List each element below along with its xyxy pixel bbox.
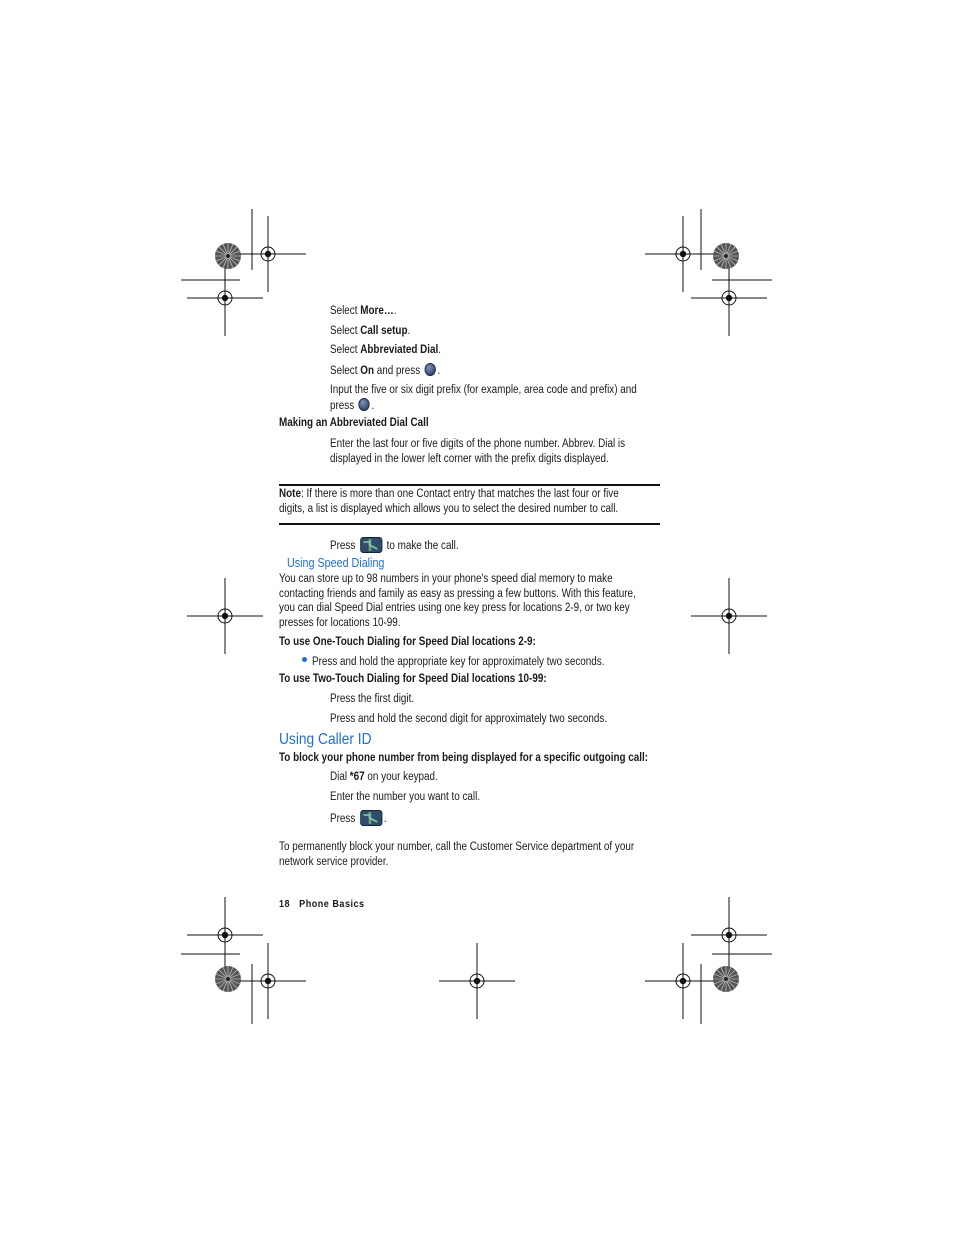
step-select-more: Select More…. bbox=[330, 305, 397, 317]
page-number: 18 bbox=[279, 898, 291, 910]
abbrev-dial-text-2: displayed in the lower left corner with the prefix digits displayed. bbox=[330, 453, 609, 465]
two-touch-step-1: Press the first digit. bbox=[330, 693, 415, 705]
send-key-icon bbox=[360, 810, 382, 826]
speed-dial-para-3: you can dial Speed Dial entries using one key press for locations 2-9, or two key bbox=[279, 602, 630, 614]
bullet-icon bbox=[302, 657, 307, 662]
caller-id-step-2: Enter the number you want to call. bbox=[330, 791, 481, 803]
step-input-prefix-line2: press . bbox=[330, 400, 375, 412]
step-select-on: Select On and press . bbox=[330, 365, 441, 377]
two-touch-heading: To use Two-Touch Dialing for Speed Dial locations 10-99: bbox=[279, 673, 547, 685]
section-name: Phone Basics bbox=[299, 898, 365, 910]
caller-id-heading: Using Caller ID bbox=[279, 731, 372, 748]
speed-dial-para-2: contacting friends and family as easy as pressing a few buttons. With this feature, bbox=[279, 588, 636, 600]
two-touch-step-2: Press and hold the second digit for approximately two seconds. bbox=[330, 713, 608, 725]
caller-id-step-3: Press . bbox=[330, 810, 387, 827]
note-line-1: Note: If there is more than one Contact entry that matches the last four or five bbox=[279, 488, 619, 500]
speed-dial-heading: Using Speed Dialing bbox=[287, 556, 385, 570]
step-input-prefix-line1: Input the five or six digit prefix (for example, area code and prefix) and bbox=[330, 384, 637, 396]
note-top-rule bbox=[279, 484, 660, 486]
ok-button-icon bbox=[425, 363, 436, 376]
step-press-send: Press to make the call. bbox=[330, 537, 459, 554]
abbrev-dial-heading: Making an Abbreviated Dial Call bbox=[279, 417, 429, 429]
send-key-icon bbox=[360, 537, 382, 553]
note-bottom-rule bbox=[279, 523, 660, 525]
ok-button-icon bbox=[359, 398, 370, 411]
permanent-block-line-1: To permanently block your number, call the Customer Service department of your bbox=[279, 841, 635, 853]
step-select-call-setup: Select Call setup. bbox=[330, 325, 411, 337]
speed-dial-para-1: You can store up to 98 numbers in your phone's speed dial memory to make bbox=[279, 573, 613, 585]
abbrev-dial-text-1: Enter the last four or five digits of the phone number. Abbrev. Dial is bbox=[330, 438, 626, 450]
speed-dial-para-4: presses for locations 10-99. bbox=[279, 617, 401, 629]
one-touch-heading: To use One-Touch Dialing for Speed Dial locations 2-9: bbox=[279, 636, 536, 648]
one-touch-bullet: Press and hold the appropriate key for approximately two seconds. bbox=[312, 656, 605, 668]
page-footer bbox=[279, 897, 365, 912]
caller-id-step-1: Dial *67 on your keypad. bbox=[330, 771, 438, 783]
step-select-abbreviated-dial: Select Abbreviated Dial. bbox=[330, 344, 442, 356]
block-number-heading: To block your phone number from being displayed for a specific outgoing call: bbox=[279, 752, 649, 764]
permanent-block-line-2: network service provider. bbox=[279, 856, 389, 868]
note-line-2: digits, a list is displayed which allows you to select the desired number to call. bbox=[279, 503, 619, 515]
